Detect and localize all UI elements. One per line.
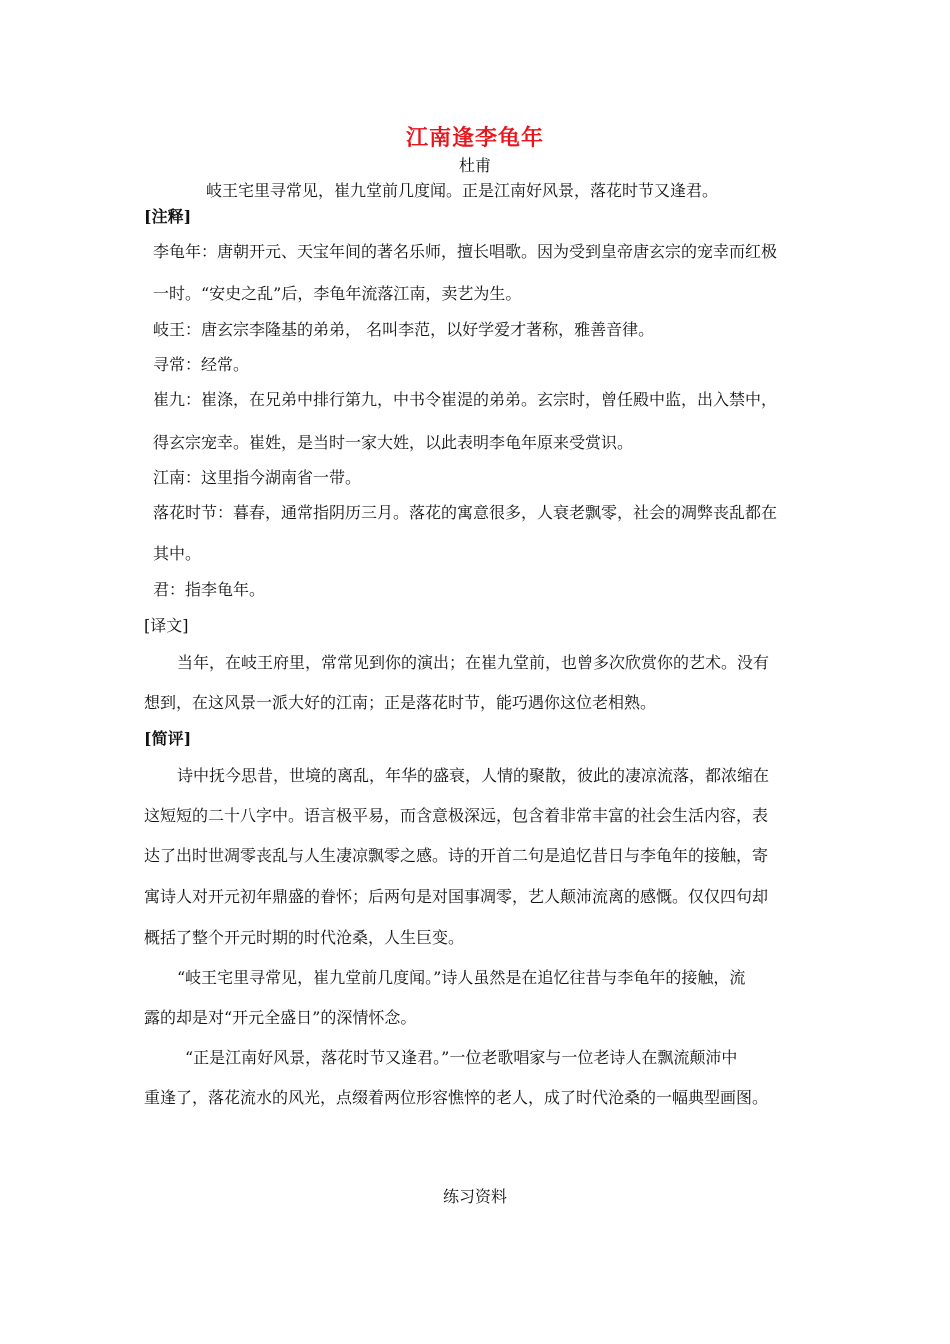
page-footer: 练习资料 bbox=[442, 1187, 507, 1206]
commentary-line: 达了出时世凋零丧乱与人生凄凉飘零之感。诗的开首二句是追忆昔日与李龟年的接触，寄 bbox=[144, 846, 769, 865]
commentary-line: 这短短的二十八字中。语言极平易，而含意极深远，包含着非常丰富的社会生活内容，表 bbox=[144, 806, 769, 825]
notes-line: 君：指李龟年。 bbox=[153, 580, 266, 599]
notes-line: 李龟年：唐朝开元、天宝年间的著名乐师，擅长唱歌。因为受到皇帝唐玄宗的宠幸而红极 bbox=[153, 242, 778, 261]
notes-line: 江南：这里指今湖南省一带。 bbox=[153, 468, 362, 487]
commentary-line: 概括了整个开元时期的时代沧桑，人生巨变。 bbox=[144, 928, 465, 947]
translation-line: 当年，在岐王府里，常常见到你的演出；在崔九堂前，也曾多次欣赏你的艺术。没有 bbox=[177, 653, 770, 672]
notes-line: 一时。“安史之乱”后，李龟年流落江南，卖艺为生。 bbox=[153, 284, 522, 303]
poem-text: 岐王宅里寻常见，崔九堂前几度闻。正是江南好风景，落花时节又逢君。 bbox=[206, 181, 719, 200]
commentary-line: 重逢了，落花流水的风光，点缀着两位形容憔悴的老人，成了时代沧桑的一幅典型画图。 bbox=[144, 1088, 769, 1107]
commentary-line: 露的却是对“开元全盛日”的深情怀念。 bbox=[144, 1008, 417, 1027]
poem-author: 杜甫 bbox=[458, 156, 491, 175]
notes-line: 寻常：经常。 bbox=[153, 355, 250, 374]
commentary-heading: [简评] bbox=[144, 729, 192, 748]
commentary-line: “正是江南好风景，落花时节又逢君。”一位老歌唱家与一位老诗人在飘流颠沛中 bbox=[185, 1048, 738, 1067]
translation-line: 想到，在这风景一派大好的江南；正是落花时节，能巧遇你这位老相熟。 bbox=[144, 693, 657, 712]
commentary-line: 诗中抚今思昔，世境的离乱，年华的盛衰，人情的聚散，彼此的凄凉流落，都浓缩在 bbox=[177, 766, 770, 785]
translation-heading: [译文] bbox=[144, 616, 189, 635]
notes-line: 其中。 bbox=[153, 544, 202, 563]
poem-title: 江南逢李龟年 bbox=[405, 126, 544, 151]
commentary-line: 寓诗人对开元初年鼎盛的眷怀；后两句是对国事凋零，艺人颠沛流离的感慨。仅仅四句却 bbox=[144, 887, 769, 906]
notes-line: 得玄宗宠幸。崔姓，是当时一家大姓，以此表明李龟年原来受赏识。 bbox=[153, 433, 634, 452]
notes-heading: [注释] bbox=[144, 207, 192, 226]
notes-line: 落花时节：暮春，通常指阴历三月。落花的寓意很多，人衰老飘零，社会的凋弊丧乱都在 bbox=[153, 503, 778, 522]
notes-line: 崔九：崔涤，在兄弟中排行第九，中书令崔湜的弟弟。玄宗时，曾任殿中监，出入禁中， bbox=[153, 390, 778, 409]
notes-line: 岐王：唐玄宗李隆基的弟弟， 名叫李范，以好学爱才著称，雅善音律。 bbox=[153, 320, 655, 339]
commentary-line: “岐王宅里寻常见，崔九堂前几度闻。”诗人虽然是在追忆往昔与李龟年的接触，流 bbox=[177, 968, 746, 987]
